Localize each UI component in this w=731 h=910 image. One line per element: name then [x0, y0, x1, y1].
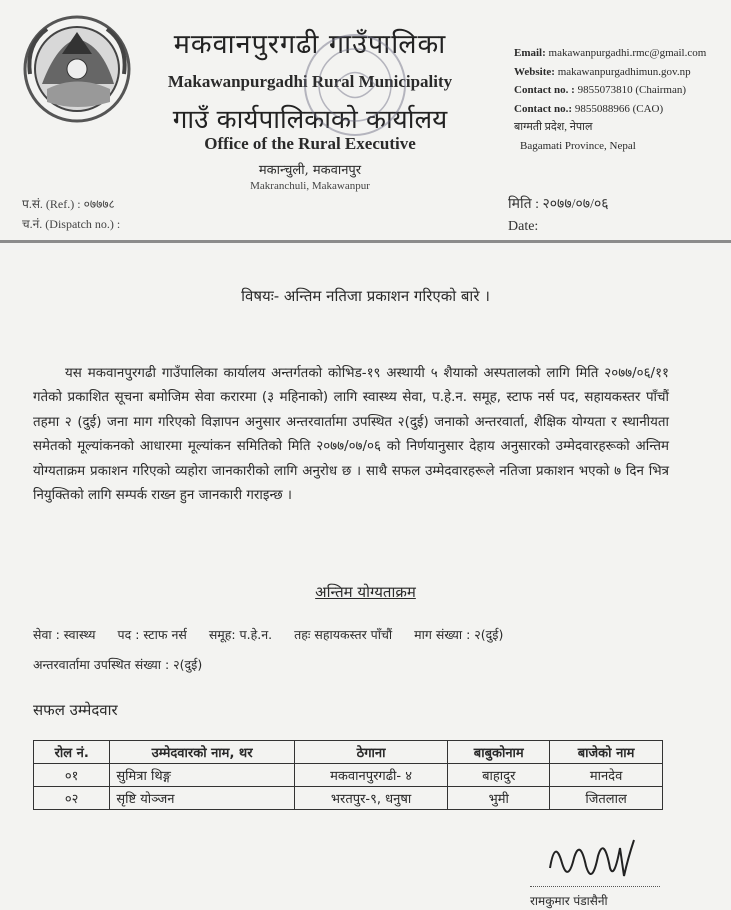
post-info-line — [33, 626, 521, 643]
office-name-en: Office of the Rural Executive — [204, 134, 416, 153]
ranking-title: अन्तिम योग्यताक्रम — [315, 583, 416, 601]
header-address: ठेगाना — [294, 741, 448, 764]
email-value: makawanpurgadhi.rmc@gmail.com — [548, 47, 707, 59]
cell-grandfather: मानदेव — [550, 764, 663, 787]
table-header-row — [34, 741, 663, 764]
post-info: पद : स्टाफ नर्स — [117, 627, 187, 642]
contact2-value: 9855088966 (CAO) — [574, 102, 664, 115]
ref-value: ०७७७८ — [83, 197, 115, 211]
signature-line — [530, 886, 660, 887]
present-count: अन्तरवार्तामा उपस्थित संख्या : २(दुई) — [33, 657, 203, 672]
address-np: मकान्चुली, मकवानपुर — [258, 163, 362, 178]
service-info: सेवा : स्वास्थ्य — [33, 627, 96, 642]
header-grandfather: बाजेको नाम — [550, 741, 663, 764]
cell-address: मकवानपुरगढी- ४ — [294, 764, 448, 787]
table-row — [34, 764, 663, 787]
contact2-label: Contact no.: — [514, 102, 573, 115]
group-info: समूह: प.हे.न. — [208, 627, 273, 642]
cell-father: बाहादुर — [448, 764, 550, 787]
signer-name: रामकुमार पंडासैनी — [530, 894, 608, 908]
municipality-name-en: Makawanpurgadhi Rural Municipality — [167, 72, 453, 91]
cell-address: भरतपुर-९, धनुषा — [294, 787, 448, 810]
successful-heading: सफल उम्मेदवार — [33, 701, 118, 719]
signature-icon — [540, 828, 640, 888]
address-en: Makranchuli, Makawanpur — [250, 180, 370, 192]
cell-grandfather: जितलाल — [550, 787, 663, 810]
level-info: तहः सहायकस्तर पाँचौं — [294, 627, 393, 642]
body-paragraph: यस मकवानपुरगढी गाउँपालिका कार्यालय अन्तर्गतको कोभिड-१९ अस्थायी ५ शैयाको अस्पतालको लागि मिति २०७७/०६/११ गतेको प्रकाशित सूचना बमोजिम सेवा करारमा (३ महिनाको) लागि स्वास्थ्य सेवा, प.हे.न. समूह, स्टाफ नर्स पद, सहायकस्तर पाँचौं तहमा २ (दुई) जना माग गरिएको विज्ञापन अनुसार अन्तरवार्तामा उपस्थित २(दुई) जनाको अन्तरवार्ता, शैक्षिक योग्यता र स्थानीयता समेतको मूल्यांकनको आधारमा मूल्यांकन समितिको मिति २०७७/०७/०६ को निर्णयानुसार देहाय अनुसारको उम्मेदवारहरूको अन्तिम योग्यताक्रम प्रकाशन गरिएको व्यहोरा जानकारीको लागि अनुरोध छ । साथै सफल उम्मेदवारहरूले नतिजा प्रकाशन भएको ७ दिन भित्र नियुक्तिको लागि सम्पर्क राख्न हुन जानकारी गराइन्छ । — [33, 366, 669, 504]
email-label: Email: — [514, 47, 546, 59]
table-row — [34, 787, 663, 810]
website-label: Website: — [514, 65, 555, 78]
cell-roll: ०१ — [34, 764, 110, 787]
subject-line: विषयः- अन्तिम नतिजा प्रकाशन गरिएको बारे । — [241, 287, 490, 305]
ref-label: प.सं. (Ref.) : — [22, 197, 81, 211]
cell-roll: ०२ — [34, 787, 110, 810]
contact-block — [514, 44, 706, 155]
website-value: makawanpurgadhimun.gov.np — [557, 65, 691, 78]
cell-name: सुमित्रा थिङ्ग — [110, 764, 294, 787]
office-name-np: गाउँ कार्यपालिकाको कार्यालय — [172, 105, 448, 135]
cell-name: सृष्टि योञ्जन — [110, 787, 294, 810]
date-label-en: Date: — [508, 219, 539, 234]
date-block — [508, 194, 609, 238]
header-divider — [0, 240, 731, 243]
dispatch-label: च.नं. (Dispatch no.) : — [22, 217, 121, 231]
demand-info: माग संख्या : २(दुई) — [414, 627, 504, 642]
date-label-np: मिति : — [508, 197, 539, 212]
province-np: बाग्मती प्रदेश, नेपाल — [514, 121, 593, 133]
header-father: बाबुकोनाम — [448, 741, 550, 764]
header-name: उम्मेदवारको नाम, थर — [110, 741, 294, 764]
municipality-emblem-icon — [22, 14, 132, 124]
date-value: २०७७/०७/०६ — [542, 197, 609, 212]
reference-block — [22, 194, 120, 234]
contact1-label: Contact no. : — [514, 84, 575, 96]
official-stamp-icon — [300, 30, 410, 140]
municipality-name-np: मकवानपुरगढी गाउँपालिका — [173, 29, 447, 60]
results-table — [33, 740, 663, 810]
header-roll: रोल नं. — [34, 741, 110, 764]
province-en: Bagamati Province, Nepal — [520, 139, 636, 152]
cell-father: भुमी — [448, 787, 550, 810]
contact1-value: 9855073810 (Chairman) — [577, 84, 687, 96]
